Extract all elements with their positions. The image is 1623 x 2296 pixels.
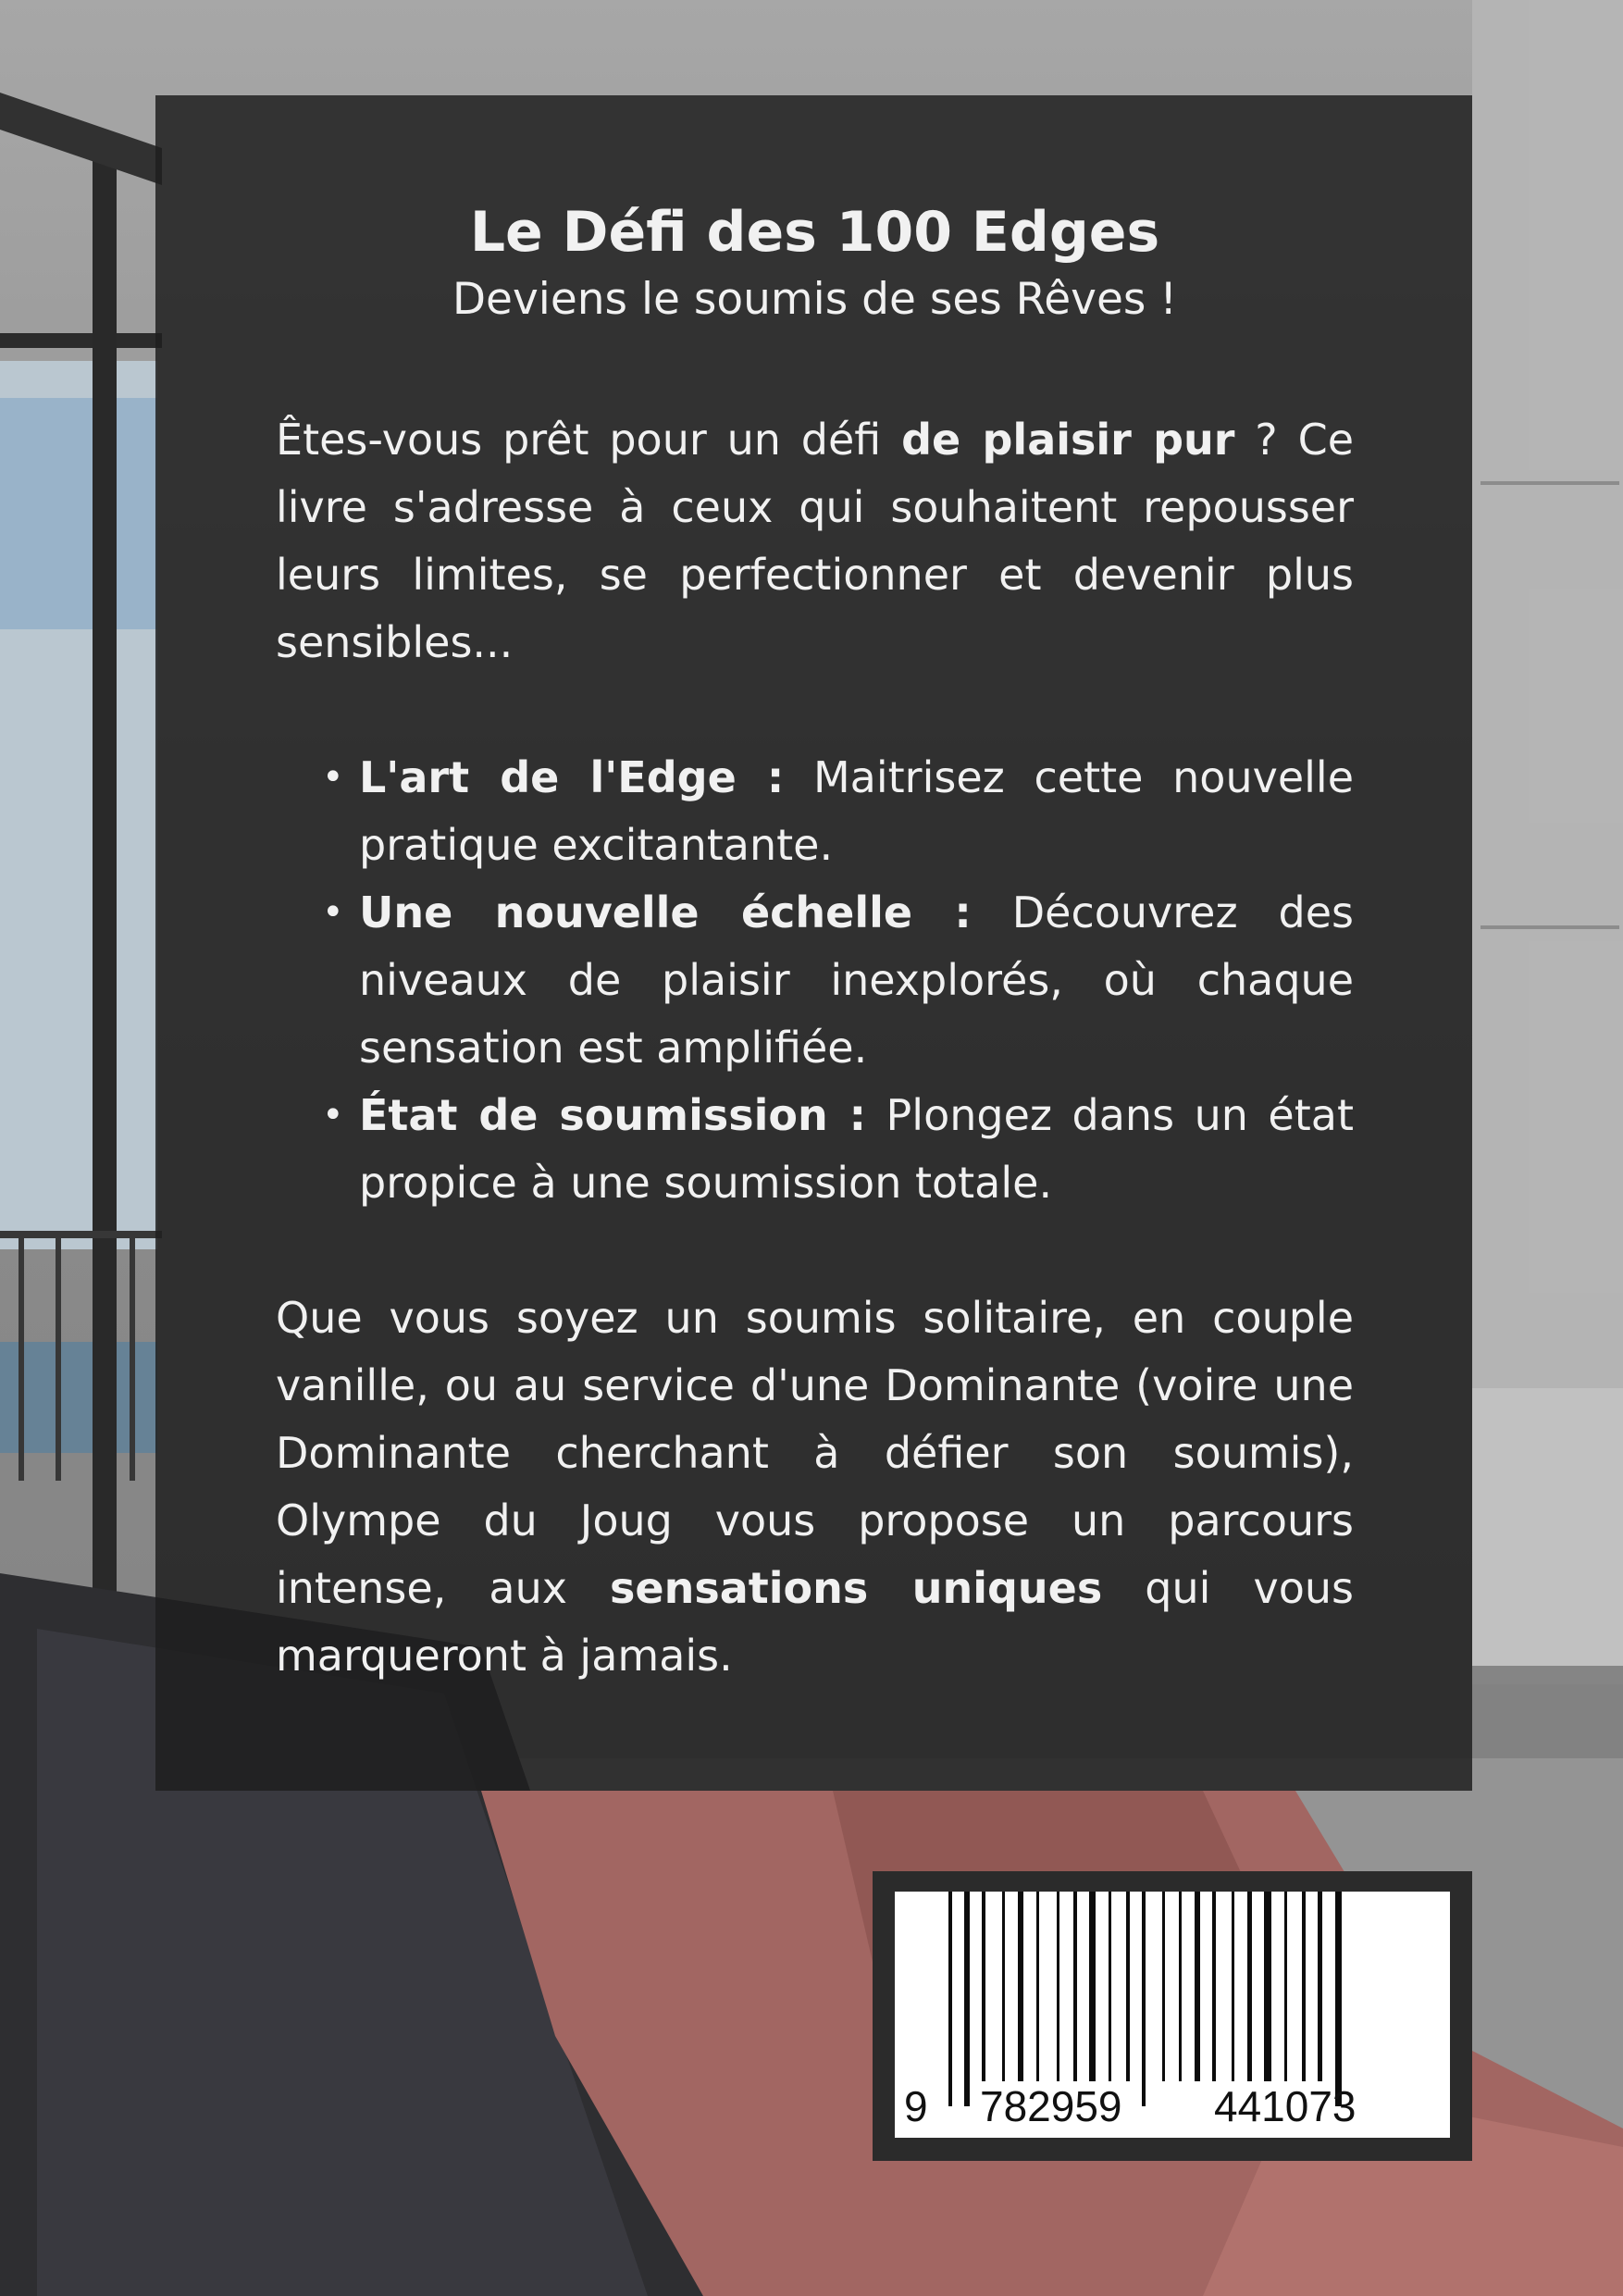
barcode-bar bbox=[1302, 1892, 1306, 2081]
barcode-bar bbox=[964, 1892, 970, 2106]
barcode-label bbox=[895, 1892, 1450, 2138]
feature-text: Maitrisez cette nouvelle pratique excitantante. bbox=[359, 752, 1354, 870]
barcode-bars bbox=[895, 1892, 1450, 2138]
barcode-bar bbox=[948, 1892, 952, 2106]
barcode-bar bbox=[1057, 1892, 1059, 2081]
feature-label: L'art de l'Edge : bbox=[359, 752, 785, 802]
book-subtitle: Deviens le soumis de ses Rêves ! bbox=[452, 274, 1178, 325]
barcode-bar bbox=[1247, 1892, 1252, 2081]
barcode-bar bbox=[1318, 1892, 1322, 2081]
intro-emphasis: de plaisir pur bbox=[901, 415, 1235, 465]
bullet-icon: • bbox=[322, 756, 344, 799]
barcode-bar bbox=[1036, 1892, 1039, 2081]
barcode-bar bbox=[1264, 1892, 1271, 2081]
feature-item bbox=[276, 879, 1354, 1082]
bullet-icon: • bbox=[322, 1094, 344, 1136]
barcode-bar bbox=[1142, 1892, 1146, 2106]
barcode-bar bbox=[1002, 1892, 1005, 2081]
feature-item bbox=[276, 1082, 1354, 1217]
barcode-bar bbox=[1089, 1892, 1096, 2081]
barcode-bar bbox=[1212, 1892, 1216, 2081]
feature-text: Plongez dans un état propice à une soumission totale. bbox=[359, 1090, 1354, 1208]
barcode-bar bbox=[1073, 1892, 1077, 2081]
barcode-bar bbox=[1195, 1892, 1200, 2081]
bullet-icon: • bbox=[322, 891, 344, 934]
outro-emphasis: sensations uniques bbox=[610, 1563, 1103, 1613]
barcode-bar bbox=[1109, 1892, 1111, 2081]
feature-item bbox=[276, 744, 1354, 879]
barcode-bar bbox=[1284, 1892, 1287, 2081]
intro-text-start: Êtes-vous prêt pour un défi bbox=[276, 415, 902, 465]
barcode-bar bbox=[982, 1892, 985, 2081]
barcode-bar bbox=[1162, 1892, 1165, 2081]
intro-paragraph bbox=[276, 406, 1354, 676]
feature-list bbox=[276, 744, 1354, 1217]
feature-label: État de soumission : bbox=[359, 1090, 867, 1140]
outro-text-start: Que vous soyez un soumis solitaire, en couple vanille, ou au service d'une Dominante (voire une Dominante cherchant à défier son soumis), Olympe du Joug vous propose un parcours intense, aux bbox=[276, 1293, 1354, 1613]
outro-paragraph bbox=[276, 1285, 1354, 1690]
barcode-group-left: 782959 bbox=[980, 2082, 1122, 2130]
isbn-barcode bbox=[873, 1871, 1472, 2161]
barcode-bar bbox=[1179, 1892, 1182, 2081]
intro-text-end: ? Ce livre s'adresse à ceux qui souhaitent repousser leurs limites, se perfectionner et devenir plus sensibles... bbox=[276, 415, 1354, 667]
barcode-bar bbox=[1018, 1892, 1023, 2081]
barcode-bar bbox=[1126, 1892, 1130, 2081]
feature-text: Découvrez des niveaux de plaisir inexplorés, où chaque sensation est amplifiée. bbox=[359, 887, 1355, 1073]
barcode-bar bbox=[1232, 1892, 1234, 2081]
barcode-bar bbox=[1335, 1892, 1342, 2106]
book-title: Le Défi des 100 Edges bbox=[469, 200, 1160, 265]
barcode-digit-first: 9 bbox=[904, 2082, 928, 2130]
barcode-group-right: 441073 bbox=[1214, 2082, 1357, 2130]
feature-label: Une nouvelle échelle : bbox=[359, 887, 972, 937]
outro-text-end: qui vous marqueront à jamais. bbox=[276, 1563, 1354, 1681]
back-cover-text-panel bbox=[155, 95, 1472, 1791]
